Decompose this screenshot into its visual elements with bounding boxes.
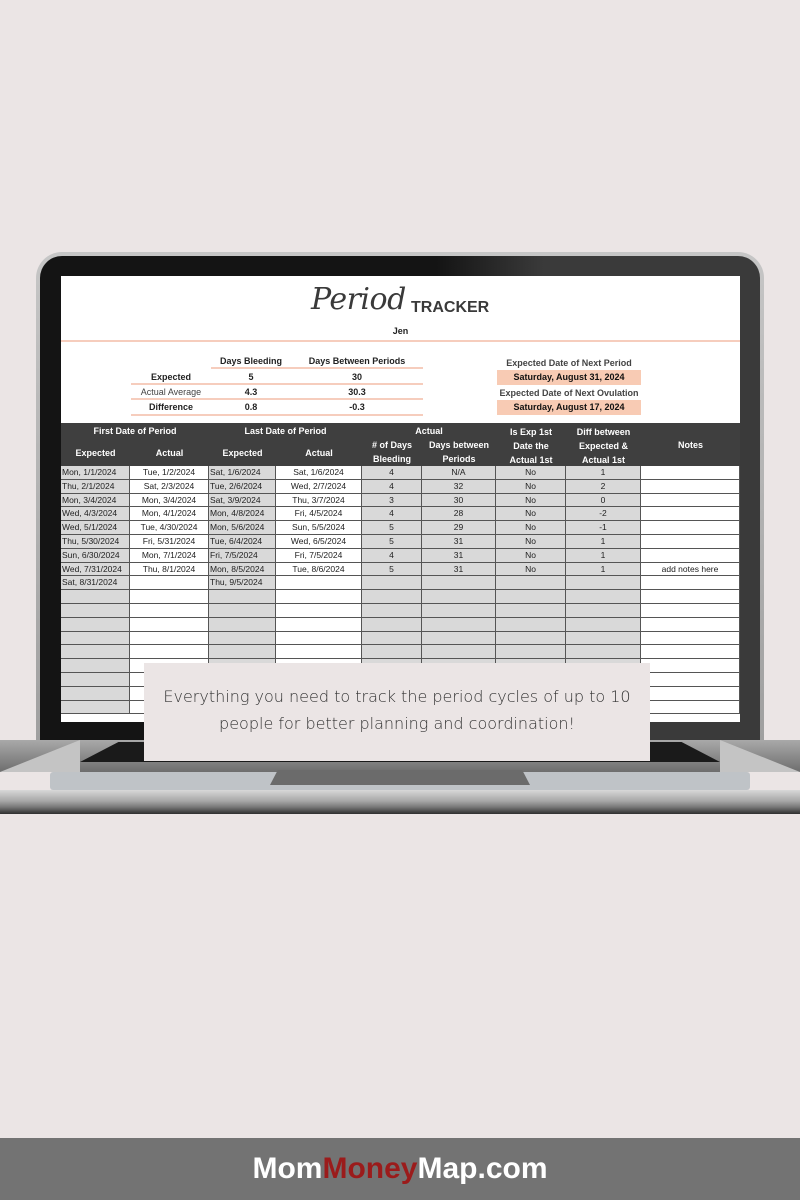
table-row: [61, 480, 740, 494]
cell-expected-first[interactable]: Wed, 5/1/2024: [61, 521, 130, 534]
col-expected-last: Expected: [222, 448, 263, 458]
cell-expected-first[interactable]: Sun, 6/30/2024: [61, 549, 130, 562]
cell-diff[interactable]: [566, 618, 641, 631]
brand-footer[interactable]: [0, 1138, 800, 1200]
cell-expected-last[interactable]: Sat, 3/9/2024: [209, 494, 276, 507]
cell-expected-first[interactable]: [61, 687, 130, 700]
cell-notes[interactable]: [641, 673, 740, 686]
divider: [61, 340, 740, 342]
cell-days-between[interactable]: N/A: [422, 466, 496, 479]
table-row: [61, 563, 740, 577]
cell-notes[interactable]: [641, 494, 740, 507]
title-script: Period: [311, 282, 406, 317]
average-days-bleeding: 4.3: [244, 387, 258, 397]
cell-actual-last[interactable]: Wed, 2/7/2024: [276, 480, 362, 493]
cell-is-exp-actual[interactable]: No: [496, 494, 566, 507]
group-last-date: Last Date of Period: [244, 426, 327, 436]
difference-days-between: -0.3: [349, 402, 365, 412]
group-first-date: First Date of Period: [93, 426, 177, 436]
cell-expected-last[interactable]: [209, 632, 276, 645]
cell-actual-last[interactable]: [276, 645, 362, 658]
cell-is-exp-actual[interactable]: [496, 632, 566, 645]
cell-expected-last[interactable]: Mon, 8/5/2024: [209, 563, 276, 576]
cell-expected-first[interactable]: [61, 645, 130, 658]
deck-side: [0, 740, 80, 772]
deck-side: [720, 740, 800, 772]
cell-is-exp-actual[interactable]: No: [496, 535, 566, 548]
cell-expected-first[interactable]: [61, 604, 130, 617]
cell-expected-last[interactable]: Mon, 4/8/2024: [209, 507, 276, 520]
group-actual: Actual: [415, 426, 443, 436]
cell-actual-first[interactable]: [130, 576, 209, 589]
cell-notes[interactable]: [641, 507, 740, 520]
next-dates-panel: [497, 356, 641, 415]
cell-days-between[interactable]: [422, 645, 496, 658]
col-days-between-line2: Periods: [442, 454, 476, 464]
promo-line-1: Everything you need to track the period cycles of up to 10: [163, 687, 631, 706]
cell-expected-first[interactable]: [61, 590, 130, 603]
cell-actual-first[interactable]: Mon, 7/1/2024: [130, 549, 209, 562]
cell-actual-last[interactable]: Thu, 3/7/2024: [276, 494, 362, 507]
header-days-bleeding: Days Bleeding: [219, 356, 283, 366]
cell-days-bleeding[interactable]: [362, 576, 422, 589]
cell-days-bleeding[interactable]: 4: [362, 507, 422, 520]
cell-actual-first[interactable]: Sat, 2/3/2024: [130, 480, 209, 493]
cell-diff[interactable]: 1: [566, 549, 641, 562]
brand-part-map: Map.com: [417, 1152, 548, 1185]
cell-actual-last[interactable]: [276, 632, 362, 645]
cell-days-bleeding[interactable]: 4: [362, 549, 422, 562]
row-label: Difference: [148, 402, 193, 412]
cell-is-exp-actual[interactable]: No: [496, 521, 566, 534]
table-row: [61, 535, 740, 549]
cell-expected-first[interactable]: [61, 659, 130, 672]
col-expected-first: Expected: [75, 448, 116, 458]
cell-notes[interactable]: [641, 659, 740, 672]
cell-actual-last[interactable]: [276, 590, 362, 603]
cell-is-exp-actual[interactable]: [496, 645, 566, 658]
cell-notes[interactable]: [641, 590, 740, 603]
cell-days-between[interactable]: [422, 618, 496, 631]
col-notes: Notes: [677, 440, 703, 450]
cell-actual-first[interactable]: [130, 590, 209, 603]
cell-days-between[interactable]: 29: [422, 521, 496, 534]
table-header: [61, 423, 740, 466]
cell-diff[interactable]: 1: [566, 466, 641, 479]
person-name[interactable]: Jen: [392, 326, 409, 336]
cell-days-bleeding[interactable]: [362, 618, 422, 631]
cell-notes[interactable]: [641, 604, 740, 617]
next-period-value: Saturday, August 31, 2024: [497, 370, 641, 385]
sheet-title: [61, 276, 740, 324]
cell-days-bleeding[interactable]: [362, 604, 422, 617]
cell-expected-last[interactable]: Sat, 1/6/2024: [209, 466, 276, 479]
cell-diff[interactable]: 2: [566, 480, 641, 493]
cell-expected-first[interactable]: [61, 618, 130, 631]
cell-is-exp-actual[interactable]: [496, 590, 566, 603]
cell-expected-last[interactable]: Tue, 6/4/2024: [209, 535, 276, 548]
cell-days-between[interactable]: 31: [422, 549, 496, 562]
cell-actual-first[interactable]: Fri, 5/31/2024: [130, 535, 209, 548]
table-row: [61, 618, 740, 632]
header-days-between: Days Between Periods: [308, 356, 406, 366]
cell-days-between[interactable]: 30: [422, 494, 496, 507]
cell-expected-last[interactable]: [209, 604, 276, 617]
table-row: [61, 645, 740, 659]
table-row: [61, 576, 740, 590]
cell-notes[interactable]: [641, 549, 740, 562]
divider: [131, 398, 423, 400]
cell-days-bleeding[interactable]: 4: [362, 466, 422, 479]
cell-days-bleeding[interactable]: [362, 645, 422, 658]
cell-actual-first[interactable]: Tue, 4/30/2024: [130, 521, 209, 534]
cell-actual-first[interactable]: Tue, 1/2/2024: [130, 466, 209, 479]
cell-actual-last[interactable]: Tue, 8/6/2024: [276, 563, 362, 576]
cell-notes[interactable]: [641, 576, 740, 589]
cell-expected-last[interactable]: Thu, 9/5/2024: [209, 576, 276, 589]
table-row: [61, 549, 740, 563]
brand-part-mom: Mom: [252, 1152, 323, 1185]
divider: [131, 383, 423, 385]
cell-expected-first[interactable]: Wed, 7/31/2024: [61, 563, 130, 576]
cell-diff[interactable]: -2: [566, 507, 641, 520]
table-row: [61, 632, 740, 646]
cell-expected-first[interactable]: Wed, 4/3/2024: [61, 507, 130, 520]
title-caps: TRACKER: [411, 299, 490, 316]
cell-expected-first[interactable]: Thu, 2/1/2024: [61, 480, 130, 493]
cell-notes[interactable]: [641, 632, 740, 645]
expected-days-between[interactable]: 30: [351, 372, 362, 382]
cell-diff[interactable]: -1: [566, 521, 641, 534]
cell-actual-first[interactable]: Thu, 8/1/2024: [130, 563, 209, 576]
cell-diff[interactable]: [566, 576, 641, 589]
promo-card: [144, 663, 650, 761]
laptop-trackpad: [270, 770, 530, 785]
cell-days-bleeding[interactable]: [362, 632, 422, 645]
cell-notes[interactable]: [641, 466, 740, 479]
cell-actual-last[interactable]: [276, 604, 362, 617]
cell-notes[interactable]: [641, 701, 740, 714]
cell-actual-first[interactable]: [130, 645, 209, 658]
table-row: [61, 604, 740, 618]
table-row: [61, 521, 740, 535]
spreadsheet-screen: [61, 276, 740, 722]
cell-actual-last[interactable]: Fri, 4/5/2024: [276, 507, 362, 520]
col-actual-last: Actual: [305, 448, 333, 458]
cell-days-between[interactable]: [422, 576, 496, 589]
col-is-exp-line3: Actual 1st: [509, 455, 553, 465]
col-days-between-line1: Days between: [428, 440, 490, 450]
col-days-bleeding-line1: # of Days: [371, 440, 413, 450]
cell-days-between[interactable]: 31: [422, 535, 496, 548]
cell-expected-first[interactable]: Thu, 5/30/2024: [61, 535, 130, 548]
row-label: Actual Average: [140, 387, 202, 397]
brand-part-money: Money: [322, 1152, 418, 1185]
table-row: [61, 466, 740, 480]
col-diff-line3: Actual 1st: [581, 455, 625, 465]
col-days-bleeding-line2: Bleeding: [372, 454, 411, 464]
table-row: [61, 590, 740, 604]
next-period-label: Expected Date of Next Period: [506, 358, 632, 368]
cell-actual-first[interactable]: Mon, 3/4/2024: [130, 494, 209, 507]
cell-days-bleeding[interactable]: 5: [362, 535, 422, 548]
cell-actual-first[interactable]: [130, 618, 209, 631]
cell-is-exp-actual[interactable]: No: [496, 466, 566, 479]
table-row: [61, 507, 740, 521]
cell-diff[interactable]: [566, 604, 641, 617]
cell-notes[interactable]: [641, 521, 740, 534]
cell-actual-last[interactable]: Wed, 6/5/2024: [276, 535, 362, 548]
cell-actual-first[interactable]: [130, 632, 209, 645]
expected-days-bleeding[interactable]: 5: [248, 372, 254, 382]
cell-days-between[interactable]: [422, 632, 496, 645]
cell-expected-last[interactable]: [209, 618, 276, 631]
cell-diff[interactable]: 1: [566, 563, 641, 576]
cell-diff[interactable]: [566, 632, 641, 645]
cell-days-bleeding[interactable]: [362, 590, 422, 603]
cell-actual-last[interactable]: Fri, 7/5/2024: [276, 549, 362, 562]
col-is-exp-line1: Is Exp 1st: [509, 427, 553, 437]
cell-days-between[interactable]: [422, 590, 496, 603]
cell-actual-last[interactable]: Sat, 1/6/2024: [276, 466, 362, 479]
cell-diff[interactable]: [566, 645, 641, 658]
cell-expected-last[interactable]: [209, 590, 276, 603]
cell-is-exp-actual[interactable]: [496, 576, 566, 589]
col-actual-first: Actual: [155, 448, 184, 458]
cell-days-between[interactable]: [422, 604, 496, 617]
cell-is-exp-actual[interactable]: No: [496, 480, 566, 493]
cell-days-bleeding[interactable]: 4: [362, 480, 422, 493]
cell-notes[interactable]: [641, 687, 740, 700]
cell-days-bleeding[interactable]: 5: [362, 521, 422, 534]
table-row: [61, 494, 740, 508]
cell-diff[interactable]: 1: [566, 535, 641, 548]
cell-notes[interactable]: [641, 480, 740, 493]
col-is-exp-line2: Date the: [513, 441, 549, 451]
promo-line-2: people for better planning and coordination!: [219, 714, 575, 733]
cell-expected-first[interactable]: Mon, 3/4/2024: [61, 494, 130, 507]
cell-diff[interactable]: 0: [566, 494, 641, 507]
cell-actual-last[interactable]: Sun, 5/5/2024: [276, 521, 362, 534]
cell-expected-last[interactable]: Tue, 2/6/2024: [209, 480, 276, 493]
cell-actual-last[interactable]: [276, 576, 362, 589]
difference-days-bleeding: 0.8: [244, 402, 258, 412]
cell-expected-first[interactable]: [61, 701, 130, 714]
cell-notes[interactable]: add notes here: [641, 563, 740, 576]
cell-expected-first[interactable]: Mon, 1/1/2024: [61, 466, 130, 479]
cell-is-exp-actual[interactable]: No: [496, 563, 566, 576]
cell-actual-first[interactable]: Mon, 4/1/2024: [130, 507, 209, 520]
next-ovulation-value: Saturday, August 17, 2024: [497, 400, 641, 415]
cell-expected-last[interactable]: Fri, 7/5/2024: [209, 549, 276, 562]
cell-is-exp-actual[interactable]: No: [496, 549, 566, 562]
cell-days-between[interactable]: 28: [422, 507, 496, 520]
row-label: Expected: [150, 372, 192, 382]
cell-notes[interactable]: [641, 645, 740, 658]
cell-expected-first[interactable]: [61, 673, 130, 686]
cell-is-exp-actual[interactable]: [496, 604, 566, 617]
laptop-base-front: [0, 790, 800, 814]
divider: [211, 367, 423, 369]
cell-expected-first[interactable]: Sat, 8/31/2024: [61, 576, 130, 589]
cell-days-between[interactable]: 31: [422, 563, 496, 576]
divider: [131, 414, 423, 416]
col-diff-line2: Expected &: [578, 441, 629, 451]
col-diff-line1: Diff between: [576, 427, 631, 437]
cell-diff[interactable]: [566, 590, 641, 603]
cell-days-bleeding[interactable]: 3: [362, 494, 422, 507]
cell-days-between[interactable]: 32: [422, 480, 496, 493]
cell-is-exp-actual[interactable]: No: [496, 507, 566, 520]
cell-notes[interactable]: [641, 535, 740, 548]
cell-is-exp-actual[interactable]: [496, 618, 566, 631]
cell-actual-first[interactable]: [130, 604, 209, 617]
cell-actual-last[interactable]: [276, 618, 362, 631]
cell-notes[interactable]: [641, 618, 740, 631]
cell-days-bleeding[interactable]: 5: [362, 563, 422, 576]
next-ovulation-label: Expected Date of Next Ovulation: [499, 388, 639, 398]
average-days-between: 30.3: [348, 387, 366, 397]
cell-expected-last[interactable]: [209, 645, 276, 658]
cell-expected-first[interactable]: [61, 632, 130, 645]
cell-expected-last[interactable]: Mon, 5/6/2024: [209, 521, 276, 534]
